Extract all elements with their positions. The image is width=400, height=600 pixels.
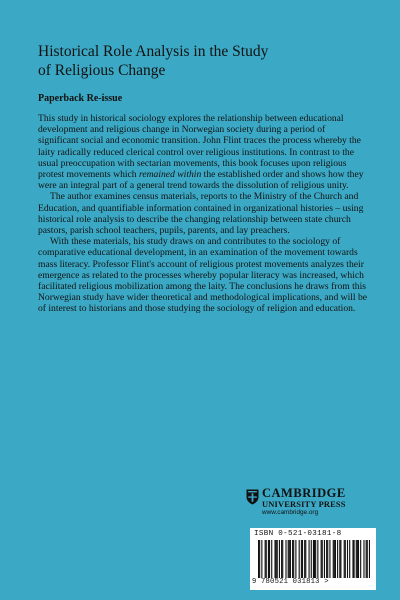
barcode-bar (349, 540, 350, 578)
barcode-bar (327, 540, 328, 578)
barcode-bar (367, 540, 368, 578)
barcode-bar (258, 540, 259, 578)
barcode-bar (321, 540, 322, 578)
blurb-run: The author examines census materials, reports to the Ministry of the Church and Education, and quantifiable information contained in organizational histories – using historical role analysis to describe the changing relationship between state church pastors, parish school teachers, pupils, parents, and lay preachers. (38, 191, 364, 237)
blurb-run: This study in historical sociology explores the relationship between educational development and religious change in Norwegian society during a period of significant social and economic transition. John Flint traces the process whereby the laity radically reduced clerical control over religious institutions. In contrast to the usual preoccupation with sectarian movements, this book focuses upon religious protest movements which (38, 113, 361, 181)
barcode-bar (313, 540, 314, 578)
title-line-1: Historical Role Analysis in the Study (38, 43, 269, 60)
barcode-bar (360, 540, 361, 578)
publisher-name: CAMBRIDGE (262, 486, 346, 500)
barcode-bar (285, 540, 286, 578)
barcode-bar (261, 540, 262, 578)
barcode-bar (354, 540, 355, 578)
barcode-bar (295, 540, 296, 578)
barcode-bar (305, 540, 306, 578)
barcode-bar (293, 540, 294, 578)
barcode-bar (366, 540, 367, 578)
publisher-subname: UNIVERSITY PRESS (262, 500, 346, 509)
barcode-bar (369, 540, 370, 578)
barcode-bar (329, 540, 330, 578)
blurb-paragraph (38, 113, 368, 191)
blurb-text (38, 113, 368, 315)
barcode-bar (309, 540, 310, 578)
barcode-bar (276, 540, 277, 578)
barcode-bar (333, 540, 334, 578)
barcode-bar (357, 540, 358, 578)
barcode-bar (337, 540, 338, 578)
barcode-bar (347, 540, 348, 578)
barcode-bar (290, 540, 291, 578)
barcode-bar (268, 540, 269, 578)
blurb-emphasis: remained within (138, 169, 202, 181)
barcode-bar (266, 540, 267, 578)
barcode-bar (340, 540, 341, 578)
blurb-paragraph (38, 236, 368, 314)
barcode-bar (279, 540, 280, 578)
barcode-bar (292, 540, 293, 578)
publisher-url[interactable]: www.cambridge.org (262, 509, 319, 516)
barcode-bar (339, 540, 340, 578)
barcode-panel (250, 528, 376, 590)
barcode-bar (314, 540, 315, 578)
barcode-bar (302, 540, 303, 578)
book-title (38, 42, 368, 80)
barcode-bar (269, 540, 270, 578)
barcode-bar (358, 540, 359, 578)
barcode-bar (356, 540, 357, 578)
barcode-bar (301, 540, 302, 578)
barcode-bar (274, 540, 275, 578)
barcode-bar (265, 540, 266, 578)
barcode-bar (317, 540, 318, 578)
barcode-bar (315, 540, 316, 578)
barcode-bar (259, 540, 260, 578)
barcode-bar (335, 540, 336, 578)
barcode-bar (289, 540, 290, 578)
barcode-bar (299, 540, 300, 578)
barcode-bar (352, 540, 353, 578)
barcode-bar (304, 540, 305, 578)
barcode-bar (288, 540, 289, 578)
barcode-bar (326, 540, 327, 578)
barcode-bar (277, 540, 278, 578)
cambridge-shield-icon (246, 489, 259, 505)
barcode-icon (258, 540, 370, 578)
barcode-bar (334, 540, 335, 578)
barcode-bar (271, 540, 272, 578)
blurb-run: With these materials, his study draws on and contributes to the sociology of comparative educational development, in an examination of the movement towards mass literacy. Professor Flint's account of religious protest movements analyzes their emergence as related to the processes whereby popular literacy was increased, which facilitated religious mobilization among the laity. The conclusions he draws from this Norwegian study have wider theoretical and methodological implications, and will be of interest to historians and those studying the sociology of religion and education. (38, 236, 368, 315)
barcode-bar (322, 540, 323, 578)
blurb-paragraph (38, 191, 368, 236)
edition-label: Paperback Re-issue (38, 93, 123, 104)
barcode-bar (281, 540, 282, 578)
title-line-2: of Religious Change (38, 62, 166, 79)
barcode-bar (311, 540, 312, 578)
barcode-digits: 9 780521 031813 > (252, 578, 329, 586)
barcode-bar (345, 540, 346, 578)
barcode-bar (363, 540, 364, 578)
barcode-bar (324, 540, 325, 578)
blurb-run: the established order and shows how they were an integral part of a general trend towards the dissolution of religious unity. (38, 169, 364, 192)
isbn-label: ISBN 0-521-03181-8 (254, 530, 342, 538)
barcode-bar (282, 540, 283, 578)
barcode-bar (344, 540, 345, 578)
publisher-block (262, 487, 372, 517)
